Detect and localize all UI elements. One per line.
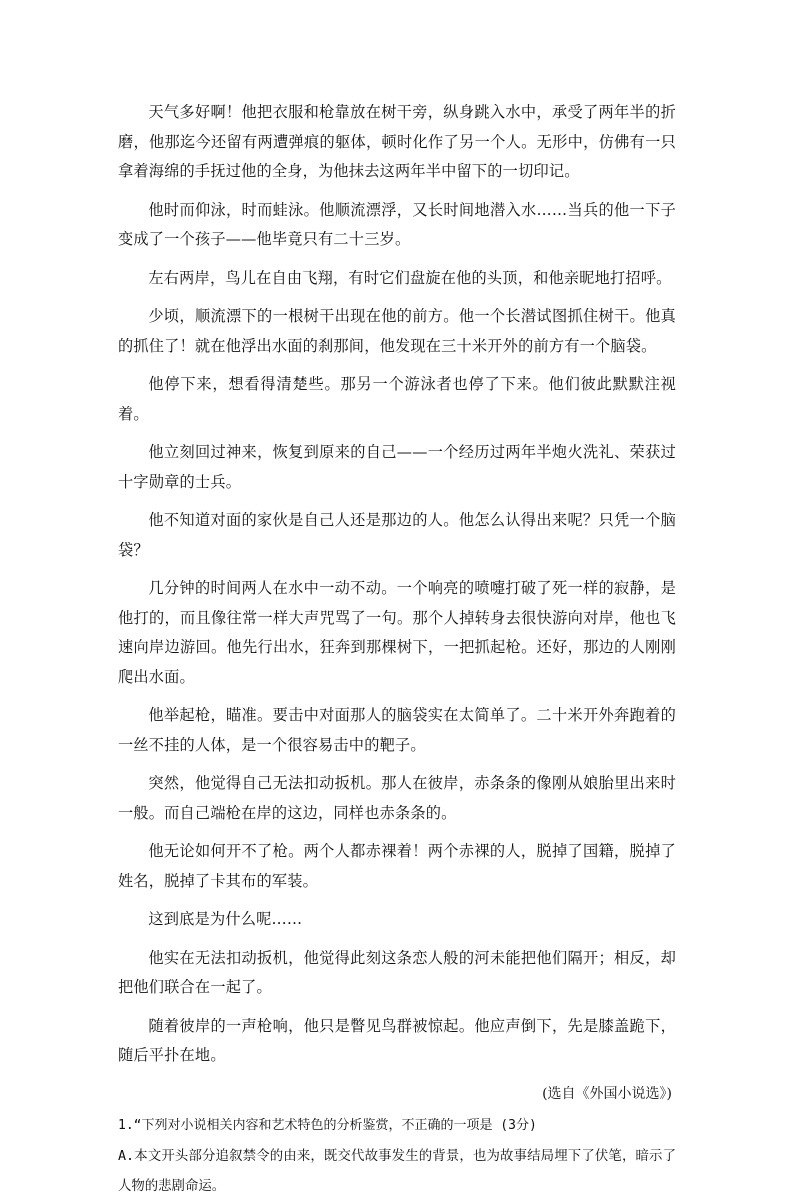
document-page bbox=[118, 98, 676, 1202]
story-paragraph-10: 突然，他觉得自己无法扣动扳机。那人在彼岸，赤条条的像刚从娘胎里出来时一般。而自己端枪在岸的这边，同样也赤条条的。 bbox=[118, 774, 676, 822]
story-paragraph-11: 他无论如何开不了枪。两个人都赤裸着！两个赤裸的人，脱掉了国籍，脱掉了姓名，脱掉了卡其布的军装。 bbox=[118, 842, 676, 890]
story-paragraph-7: 他不知道对面的家伙是自己人还是那边的人。他怎么认得出来呢？只凭一个脑袋？ bbox=[118, 511, 676, 559]
story-paragraph-12: 这到底是为什么呢…… bbox=[148, 910, 303, 928]
story-paragraph-3: 左右两岸，鸟儿在自由飞翔，有时它们盘旋在他的头顶，和他亲昵地打招呼。 bbox=[148, 268, 672, 287]
story-paragraph-8: 几分钟的时间两人在水中一动不动。一个响亮的喷嚏打破了死一样的寂静，是他打的，而且像往常一样大声咒骂了一句。那个人掉转身去很快游向对岸，他也飞速向岸边游回。他先行出水，狂奔到那棵树下，一把抓起枪。还好，那边的人刚刚爬出水面。 bbox=[118, 579, 676, 686]
story-paragraph-4: 少顷，顺流漂下的一根树干出现在他的前方。他一个长潜试图抓住树干。他真的抓住了！就在他浮出水面的刹那间，他发现在三十米开外的前方有一个脑袋。 bbox=[118, 307, 676, 355]
story-paragraph-14: 随着彼岸的一声枪响，他只是瞥见鸟群被惊起。他应声倒下，先是膝盖跪下，随后平扑在地。 bbox=[118, 1016, 676, 1064]
story-paragraph-1: 天气多好啊！他把衣服和枪靠放在树干旁，纵身跳入水中，承受了两年半的折磨，他那迄今还留有两遭弹痕的躯体，顿时化作了另一个人。无形中，仿佛有一只拿着海绵的手抚过他的全身，为他抹去这两年半中留下的一切印记。 bbox=[118, 103, 676, 180]
question-option-a: A.本文开头部分追叙禁令的由来，既交代故事发生的背景，也为故事结局埋下了伏笔，暗示了人物的悲剧命运。 bbox=[118, 1148, 676, 1194]
story-paragraph-6: 他立刻回过神来，恢复到原来的自己——一个经历过两年半炮火洗礼、荣获过十字勋章的士兵。 bbox=[118, 443, 676, 491]
story-paragraph-5: 他停下来，想看得清楚些。那另一个游泳者也停了下来。他们彼此默默注视着。 bbox=[118, 375, 676, 423]
story-source: (选自《外国小说选》) bbox=[542, 1085, 672, 1102]
story-paragraph-9: 他举起枪，瞄准。要击中对面那人的脑袋实在太简单了。二十米开外奔跑着的一丝不挂的人体，是一个很容易击中的靶子。 bbox=[118, 706, 676, 754]
story-paragraph-13: 他实在无法扣动扳机，他觉得此刻这条恋人般的河未能把他们隔开；相反，却把他们联合在一起了。 bbox=[118, 948, 676, 996]
story-paragraph-2: 他时而仰泳，时而蛙泳。他顺流漂浮，又长时间地潜入水……当兵的他一下子变成了一个孩子——他毕竟只有二十三岁。 bbox=[118, 200, 676, 248]
story-body bbox=[118, 98, 676, 1071]
question-stem: 1.“下列对小说相关内容和艺术特色的分析鉴赏，不正确的一项是 (3分) bbox=[118, 1117, 537, 1133]
